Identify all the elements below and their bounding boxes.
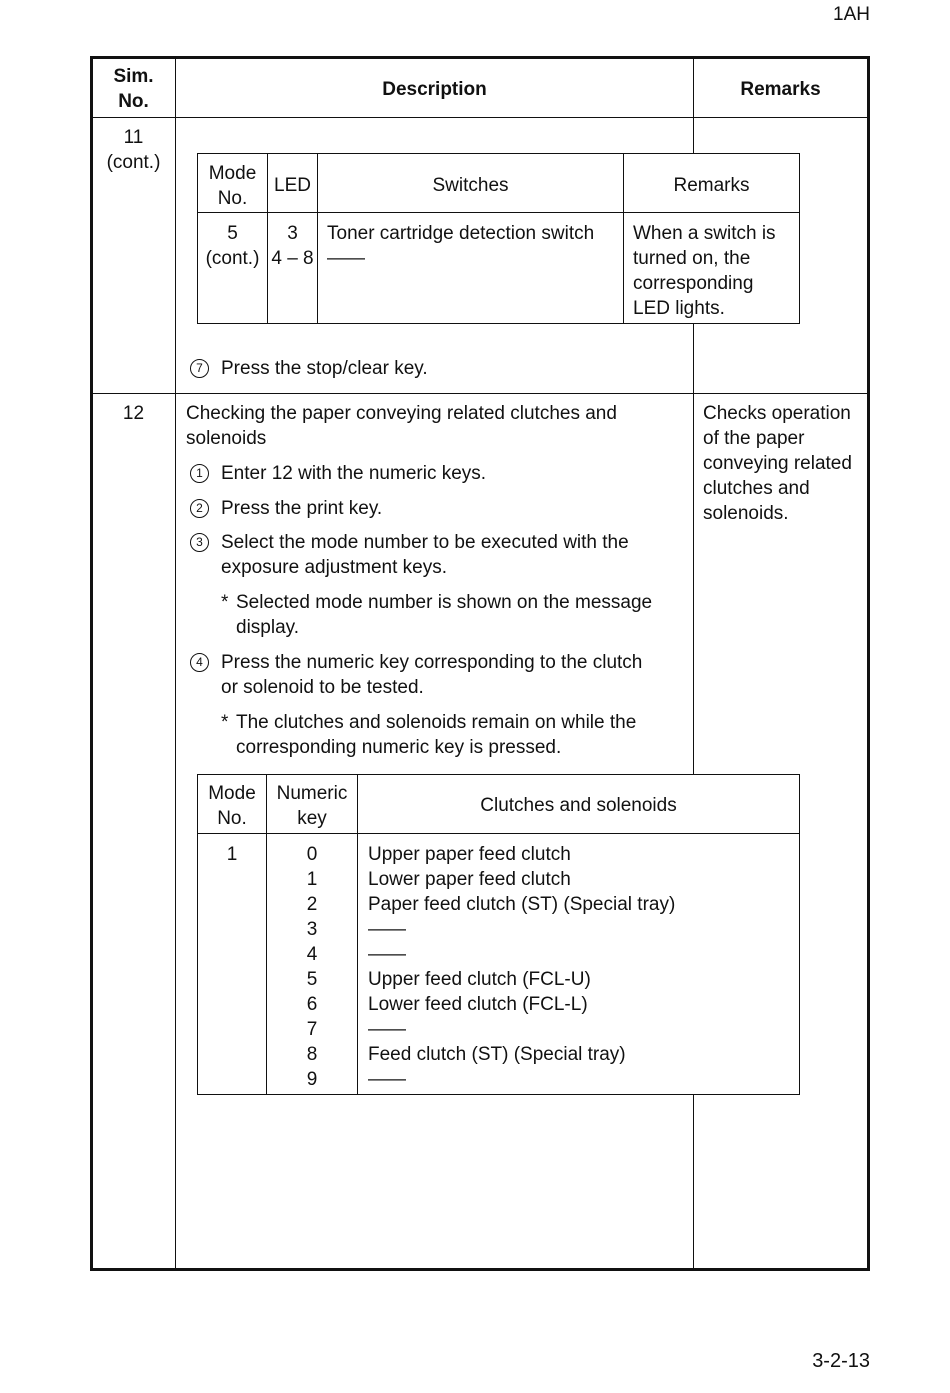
mode-number-cont: (cont.) <box>205 248 260 269</box>
switch-name: Toner cartridge detection switch <box>327 223 595 244</box>
header-sim-no: Sim. <box>113 66 154 87</box>
remarks-line: conveying related <box>703 453 852 474</box>
section-title-line-2: solenoids <box>186 428 267 449</box>
note-text: Selected mode number is shown on the message <box>236 592 653 613</box>
remarks-line: clutches and <box>703 478 810 499</box>
subtable-header-mode-2: No. <box>217 188 248 209</box>
step-1-circle-icon: 1 <box>190 464 209 483</box>
sim-number: 11 <box>123 127 144 148</box>
numeric-key: 0 <box>306 844 318 865</box>
sim-number: 12 <box>122 403 145 424</box>
note-text-line-2: display. <box>236 617 300 638</box>
header-remarks: Remarks <box>740 79 821 100</box>
step-3-text-line-2: exposure adjustment keys. <box>221 557 448 578</box>
remarks-line: Checks operation <box>703 403 851 424</box>
note-asterisk: * <box>221 592 229 613</box>
numeric-key: 7 <box>306 1019 318 1040</box>
step-4-circle-icon: 4 <box>190 653 209 672</box>
numeric-key: 5 <box>306 969 318 990</box>
header-description: Description <box>382 79 487 100</box>
remarks-line: turned on, the <box>633 248 751 269</box>
numeric-key: 1 <box>306 869 318 890</box>
subtable-header-numeric-key: Numeric <box>276 783 348 804</box>
led-number: 3 <box>287 223 298 244</box>
clutch-item: —— <box>368 919 406 940</box>
clutch-item: —— <box>368 944 406 965</box>
numeric-key: 6 <box>306 994 318 1015</box>
clutch-item: Feed clutch (ST) (Special tray) <box>368 1044 626 1065</box>
clutch-item: Upper feed clutch (FCL-U) <box>368 969 591 990</box>
numeric-key: 9 <box>306 1069 318 1090</box>
clutch-list <box>368 842 675 1092</box>
step-4-text: Press the numeric key corresponding to the clutch <box>221 652 643 673</box>
subtable-header-switches: Switches <box>432 175 509 196</box>
section-title: Checking the paper conveying related clutches and <box>186 403 617 424</box>
subtable-header-numeric-key-2: key <box>297 808 327 829</box>
clutch-item: —— <box>368 1069 406 1090</box>
header-sim-no-2: No. <box>118 91 149 112</box>
subtable-header-clutches: Clutches and solenoids <box>480 795 677 816</box>
step-1-text: Enter 12 with the numeric keys. <box>221 463 487 484</box>
clutch-item: —— <box>368 1019 406 1040</box>
numeric-key: 8 <box>306 1044 318 1065</box>
clutch-item: Upper paper feed clutch <box>368 844 571 865</box>
page-code: 1AH <box>833 4 870 25</box>
subtable-header-led: LED <box>274 175 311 196</box>
note-text: The clutches and solenoids remain on while the <box>236 712 637 733</box>
numeric-key: 2 <box>306 894 318 915</box>
clutch-item: Lower feed clutch (FCL-L) <box>368 994 588 1015</box>
remarks-line: When a switch is <box>633 223 776 244</box>
note-text-line-2: corresponding numeric key is pressed. <box>236 737 562 758</box>
numeric-key-list <box>267 842 357 1092</box>
remarks-line: corresponding <box>633 273 754 294</box>
step-3-circle-icon: 3 <box>190 533 209 552</box>
sim-number-cont: (cont.) <box>106 152 161 173</box>
mode-number: 1 <box>226 844 238 865</box>
subtable-header-remarks: Remarks <box>673 175 750 196</box>
step-7-text: Press the stop/clear key. <box>221 358 428 379</box>
step-7-circle-icon: 7 <box>190 359 209 378</box>
step-2-circle-icon: 2 <box>190 499 209 518</box>
switch-dash: —— <box>327 248 365 269</box>
numeric-key: 4 <box>306 944 318 965</box>
clutch-item: Lower paper feed clutch <box>368 869 571 890</box>
page-number: 3-2-13 <box>812 1350 870 1372</box>
mode-number: 5 <box>227 223 238 244</box>
numeric-key: 3 <box>306 919 318 940</box>
subtable-header-mode: Mode <box>208 163 257 184</box>
subtable-header-mode: Mode <box>208 783 256 804</box>
led-range: 4 – 8 <box>271 248 314 269</box>
step-3-text: Select the mode number to be executed with the <box>221 532 629 553</box>
remarks-line: LED lights. <box>633 298 725 319</box>
remarks-line: solenoids. <box>703 503 789 524</box>
step-4-text-line-2: or solenoid to be tested. <box>221 677 424 698</box>
clutch-item: Paper feed clutch (ST) (Special tray) <box>368 894 676 915</box>
remarks-line: of the paper <box>703 428 805 449</box>
subtable-header-mode-2: No. <box>217 808 247 829</box>
note-asterisk: * <box>221 712 229 733</box>
step-2-text: Press the print key. <box>221 498 383 519</box>
